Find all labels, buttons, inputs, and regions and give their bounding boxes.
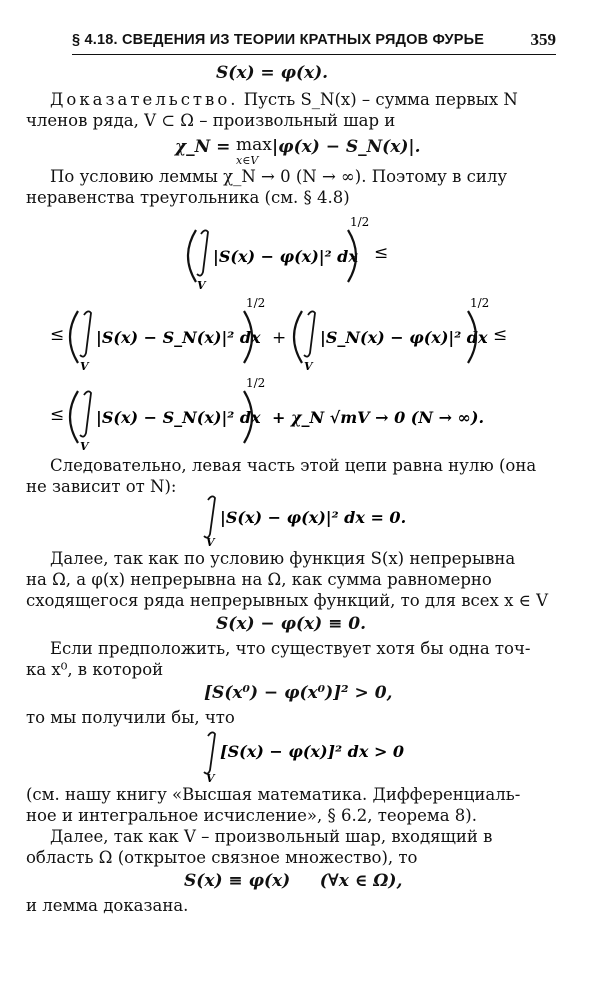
conclusion-line-1: Следовательно, левая часть этой цепи равна нулю (она bbox=[50, 456, 537, 475]
assume-line-2: ка x⁰, в которой bbox=[26, 660, 164, 679]
proof-line-1-text: Пусть S_N(x) – сумма первых N bbox=[243, 90, 518, 109]
ball-line-2: область Ω (открытое связное множество), то bbox=[26, 848, 418, 867]
reference-line-1: (см. нашу книгу «Высшая математика. Дифференциаль- bbox=[26, 785, 521, 804]
integrand-row-2a: |S(x) − S_N(x)|² dx bbox=[96, 328, 261, 347]
chi-sqrt-limit: + χ_N √mV → 0 (N → ∞). bbox=[272, 408, 485, 427]
exponent-half: 1/2 bbox=[246, 376, 266, 390]
chi-n-rhs: |φ(x) − S_N(x)|. bbox=[272, 137, 421, 157]
equation-integral-zero bbox=[190, 494, 420, 550]
proof-line-2: членов ряда, V ⊂ Ω – произвольный шар и bbox=[26, 111, 396, 130]
integral-sign bbox=[204, 496, 215, 537]
integral-sign bbox=[304, 311, 315, 356]
equation-s-equals-phi: S(x) = φ(x). bbox=[216, 63, 329, 83]
integral-subscript: V bbox=[206, 536, 215, 549]
inequality-row-2 bbox=[50, 296, 507, 373]
le-sign: ≤ bbox=[50, 405, 65, 425]
reference-line-2: ное и интегральное исчисление», § 6.2, теорема 8). bbox=[26, 806, 477, 825]
proof-lead: Доказательство. bbox=[50, 90, 239, 109]
continuity-line-3: сходящегося ряда непрерывных функций, то для всех x ∈ V bbox=[26, 591, 548, 610]
integrand-row-1: |S(x) − φ(x)|² dx bbox=[213, 247, 358, 266]
plus-sign: + bbox=[272, 328, 287, 348]
equation-positive-square: [S(x⁰) − φ(x⁰)]² > 0, bbox=[204, 683, 393, 703]
integrand-row-2b: |S_N(x) − φ(x)|² dx bbox=[320, 328, 488, 347]
integral-subscript: V bbox=[304, 360, 313, 373]
integral-sign bbox=[197, 230, 208, 275]
integral-sign bbox=[80, 311, 91, 356]
running-header bbox=[72, 30, 556, 55]
equation-integral-positive bbox=[190, 730, 420, 786]
max-subscript: x∈V bbox=[236, 154, 259, 167]
lemma-line-2: неравенства треугольника (см. § 4.8) bbox=[26, 188, 350, 207]
then-line: то мы получили бы, что bbox=[26, 708, 235, 727]
left-paren bbox=[70, 311, 78, 363]
section-title: § 4.18. СВЕДЕНИЯ ИЗ ТЕОРИИ КРАТНЫХ РЯДОВ ФУРЬЕ bbox=[72, 32, 485, 48]
triangle-inequality-chain bbox=[0, 208, 594, 453]
max-operator: max bbox=[236, 135, 272, 155]
inequality-row-3 bbox=[50, 376, 484, 453]
proof-line-1 bbox=[50, 89, 578, 110]
integral-zero-body: |S(x) − φ(x)|² dx = 0. bbox=[220, 508, 407, 527]
equation-identity-zero: S(x) − φ(x) ≡ 0. bbox=[216, 614, 367, 634]
integral-subscript: V bbox=[80, 360, 89, 373]
integral-sign bbox=[204, 732, 215, 773]
integral-sign bbox=[80, 391, 91, 436]
integrand-row-3a: |S(x) − S_N(x)|² dx bbox=[96, 408, 261, 427]
conclusion-line-2: не зависит от N): bbox=[26, 477, 177, 496]
integral-positive-body: [S(x) − φ(x)]² dx > 0 bbox=[220, 742, 405, 761]
chi-n-lhs: χ_N = bbox=[175, 137, 231, 157]
lemma-proved-line: и лемма доказана. bbox=[26, 896, 189, 915]
inequality-row-1 bbox=[188, 215, 388, 292]
equation-final-identity: S(x) ≡ φ(x) (∀x ∈ Ω), bbox=[184, 871, 403, 891]
le-sign: ≤ bbox=[374, 243, 389, 263]
ball-line-1: Далее, так как V – произвольный шар, входящий в bbox=[50, 827, 493, 846]
assume-line-1: Если предположить, что существует хотя бы одна точ- bbox=[50, 639, 531, 658]
left-paren bbox=[188, 230, 196, 282]
continuity-line-1: Далее, так как по условию функция S(x) непрерывна bbox=[50, 549, 516, 568]
left-paren bbox=[294, 311, 302, 363]
integral-subscript: V bbox=[80, 440, 89, 453]
page-number: 359 bbox=[530, 30, 556, 49]
left-paren bbox=[70, 391, 78, 443]
exponent-half: 1/2 bbox=[470, 296, 490, 310]
continuity-line-2: на Ω, а φ(x) непрерывна на Ω, как сумма равномерно bbox=[26, 570, 492, 589]
exponent-half: 1/2 bbox=[350, 215, 370, 229]
lemma-line-1: По условию леммы χ_N → 0 (N → ∞). Поэтому в силу bbox=[50, 167, 508, 186]
le-sign: ≤ bbox=[50, 325, 65, 345]
integral-subscript: V bbox=[206, 772, 215, 785]
integral-subscript: V bbox=[197, 279, 206, 292]
le-sign: ≤ bbox=[493, 325, 508, 345]
exponent-half: 1/2 bbox=[246, 296, 266, 310]
